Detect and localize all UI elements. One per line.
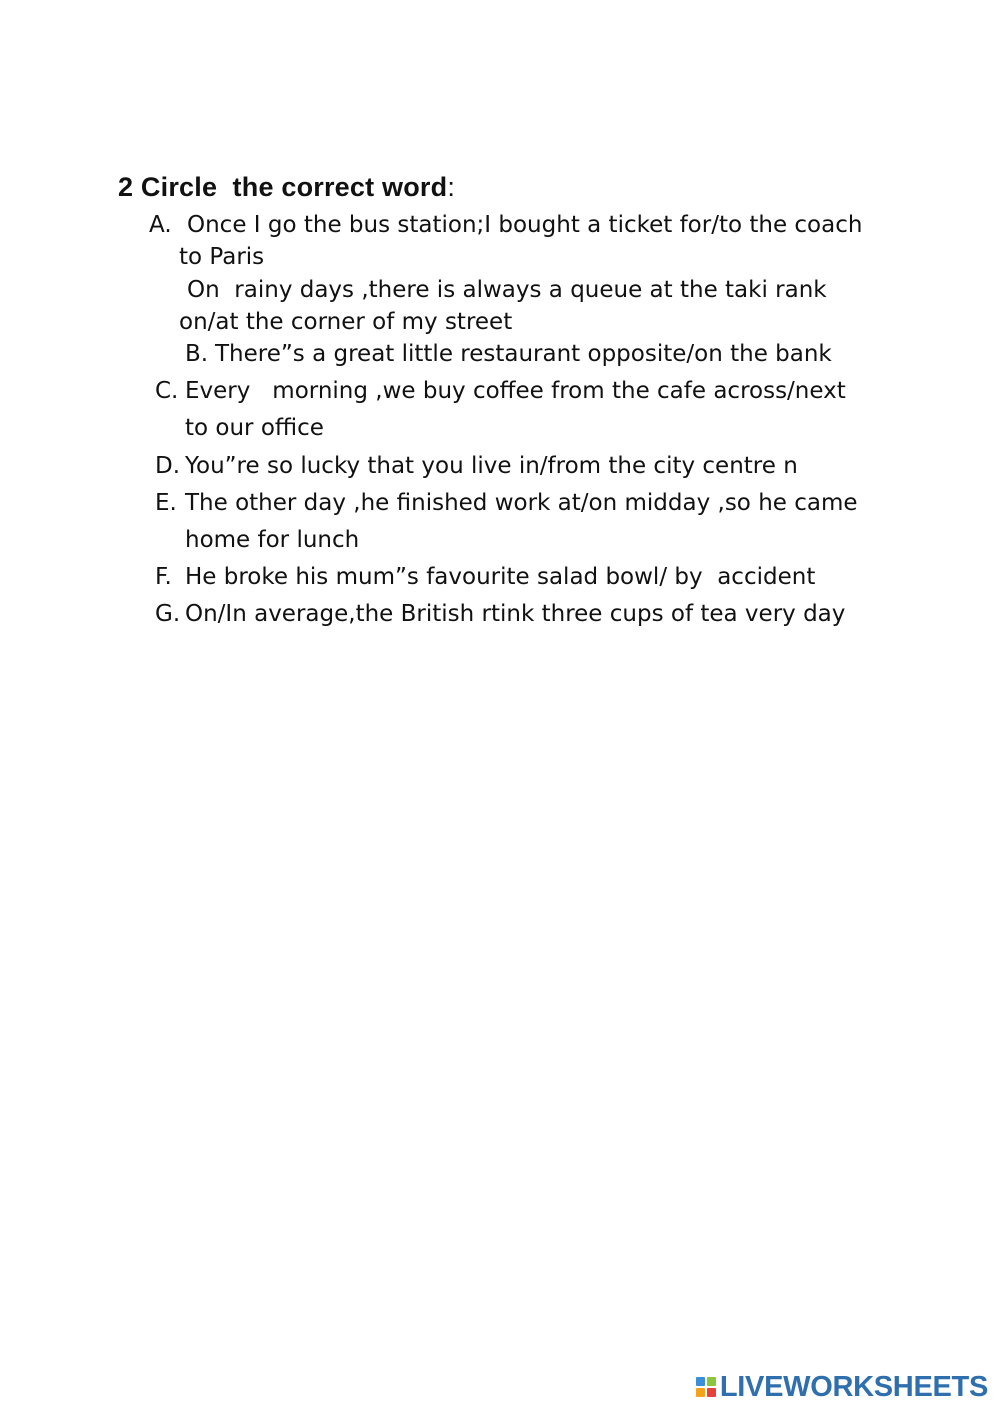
item-marker-f: F. [155,564,172,590]
item-marker-e: E. [155,490,177,516]
item-marker-b: B. [185,341,209,367]
logo-text: LIVEWORKSHEETS [719,1370,988,1403]
logo-square-blue [696,1377,705,1386]
item-marker-c: C. [155,378,179,404]
item-c-line-2: to our office [185,415,324,441]
item-g-line-1: On/In average,the British rtink three cups of tea very day [185,601,846,627]
item-marker-a: A. [149,212,172,238]
heading-text: 2 Circle the correct word [118,172,448,202]
item-f-line-1: He broke his mum”s favourite salad bowl/ by accident [185,564,816,590]
logo-square-green [707,1377,716,1386]
liveworksheets-logo [696,1370,988,1404]
item-marker-g: G. [155,601,181,627]
logo-square-orange [696,1388,705,1397]
item-b-line-1: There”s a great little restaurant opposite/on the bank [215,341,832,367]
item-c-line-1: Every morning ,we buy coffee from the cafe across/next [185,378,846,404]
item-unlabeled-line-1: On rainy days ,there is always a queue at the taki rank [187,277,827,303]
item-d-line-1: You”re so lucky that you live in/from the city centre n [185,453,798,479]
item-marker-d: D. [155,453,181,479]
logo-square-red [707,1388,716,1397]
item-e-line-1: The other day ,he finished work at/on midday ,so he came [185,490,858,516]
heading-colon: : [447,172,456,202]
item-e-line-2: home for lunch [185,527,360,553]
item-unlabeled-line-2: on/at the corner of my street [179,309,513,335]
exercise-heading [118,172,455,203]
liveworksheets-logo-icon [696,1377,716,1397]
item-a-line-2: to Paris [179,244,265,270]
item-a-line-1: Once I go the bus station;I bought a ticket for/to the coach [187,212,863,238]
